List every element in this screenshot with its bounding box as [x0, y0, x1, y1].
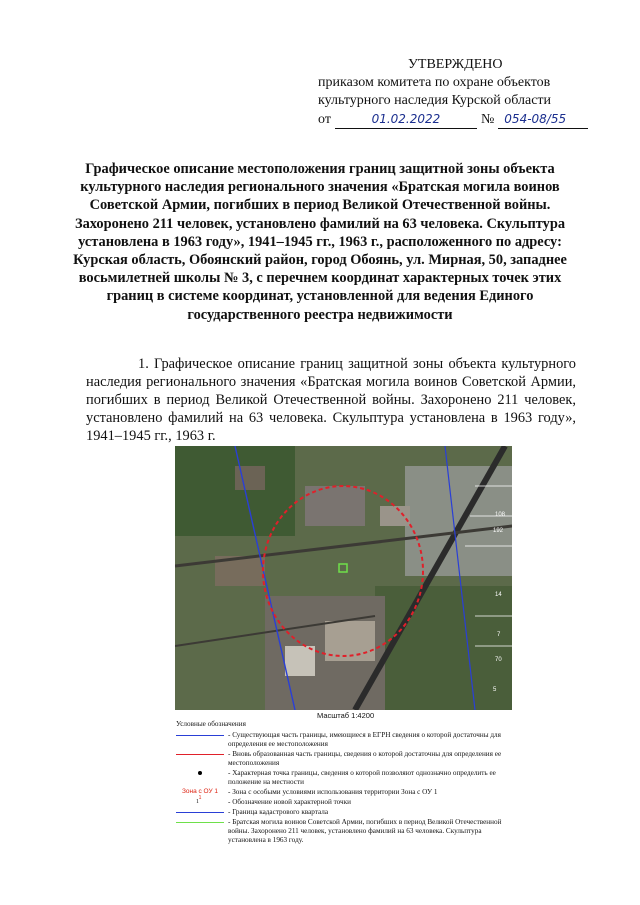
- legend-item: - Братская могила воинов Советской Армии, погибших в период Великой Отечественной войны. Захоронено 211 человек, установлено фамилий на 63 человека. Скульптура установлена в 1963 году.: [176, 818, 516, 845]
- approval-title: УТВЕРЖДЕНО: [408, 57, 503, 72]
- legend-item: 1 - Обозначение новой характерной точки: [196, 798, 352, 806]
- section-paragraph: 1. Графическое описание границ защитной зоны объекта культурного наследия регионального значения «Братская могила воинов Советской Армии, погибших в период Великой Отечественной войны. Захоронено 211 человек, установлено фамилий на 63 человека. Скульптура установлена в 1963 году», 1941–1945 гг., 1963 г.: [86, 356, 576, 444]
- document-title: Графическое описание местоположения границ защитной зоны объекта культурного наследия регионального значения «Братская могила воинов Советской Армии, погибших в период Великой Отечественной войны. Захоронено 211 человек, установлено фамилий на 63 человека. Скульптура установлена в 1963 году», 1941–1945 гг., 1963 г., расположенного по адресу: Курская область, Обоянский район, город Обоянь, ул. Мирная, 50, западнее восьмилетней школы № 3, с перечнем координат характерных точек этих границ в системе координат, установленной для ведения Единого государственного реестра недвижимости: [73, 161, 567, 323]
- map-label: 192: [493, 528, 504, 534]
- legend-title: Условные обозначения: [176, 720, 246, 728]
- approval-stamp: [318, 56, 618, 129]
- from-label: от: [318, 112, 331, 127]
- legend-item: Зона с ОУ 1 1 - Зона с особыми условиями использования территории Зона с ОУ 1: [176, 788, 516, 797]
- number-label: №: [480, 112, 495, 127]
- approval-line-1: приказом комитета по охране объектов: [318, 75, 551, 90]
- map-label: 5: [493, 687, 497, 693]
- approval-date-line: [318, 110, 618, 129]
- legend-item: - Вновь образованная часть границы, сведения о которой достаточны для определения ее местоположения: [176, 750, 516, 768]
- legend-item: - Существующая часть границы, имеющиеся в ЕГРН сведения о которой достаточны для определения ее местоположения: [176, 731, 516, 749]
- satellite-map: [175, 446, 512, 710]
- approval-date: 01.02.2022: [335, 110, 477, 129]
- approval-line-2: культурного наследия Курской области: [318, 93, 552, 108]
- approval-number: 054-08/55: [498, 110, 588, 129]
- legend-item: - Граница кадастрового квартала: [176, 808, 516, 817]
- map-label: 108: [495, 512, 506, 518]
- zone-symbol-icon: Зона с ОУ 1 1: [181, 788, 219, 801]
- point-symbol-icon: [198, 771, 202, 775]
- map-scale: Масштаб 1:4200: [317, 711, 375, 720]
- map-label: 7: [497, 632, 501, 638]
- legend-item: - Характерная точка границы, сведения о которой позволяют однозначно определить ее положение на местности: [176, 769, 516, 787]
- map-label: 70: [495, 657, 502, 663]
- map-legend: [176, 720, 516, 846]
- map-label: 14: [495, 592, 502, 598]
